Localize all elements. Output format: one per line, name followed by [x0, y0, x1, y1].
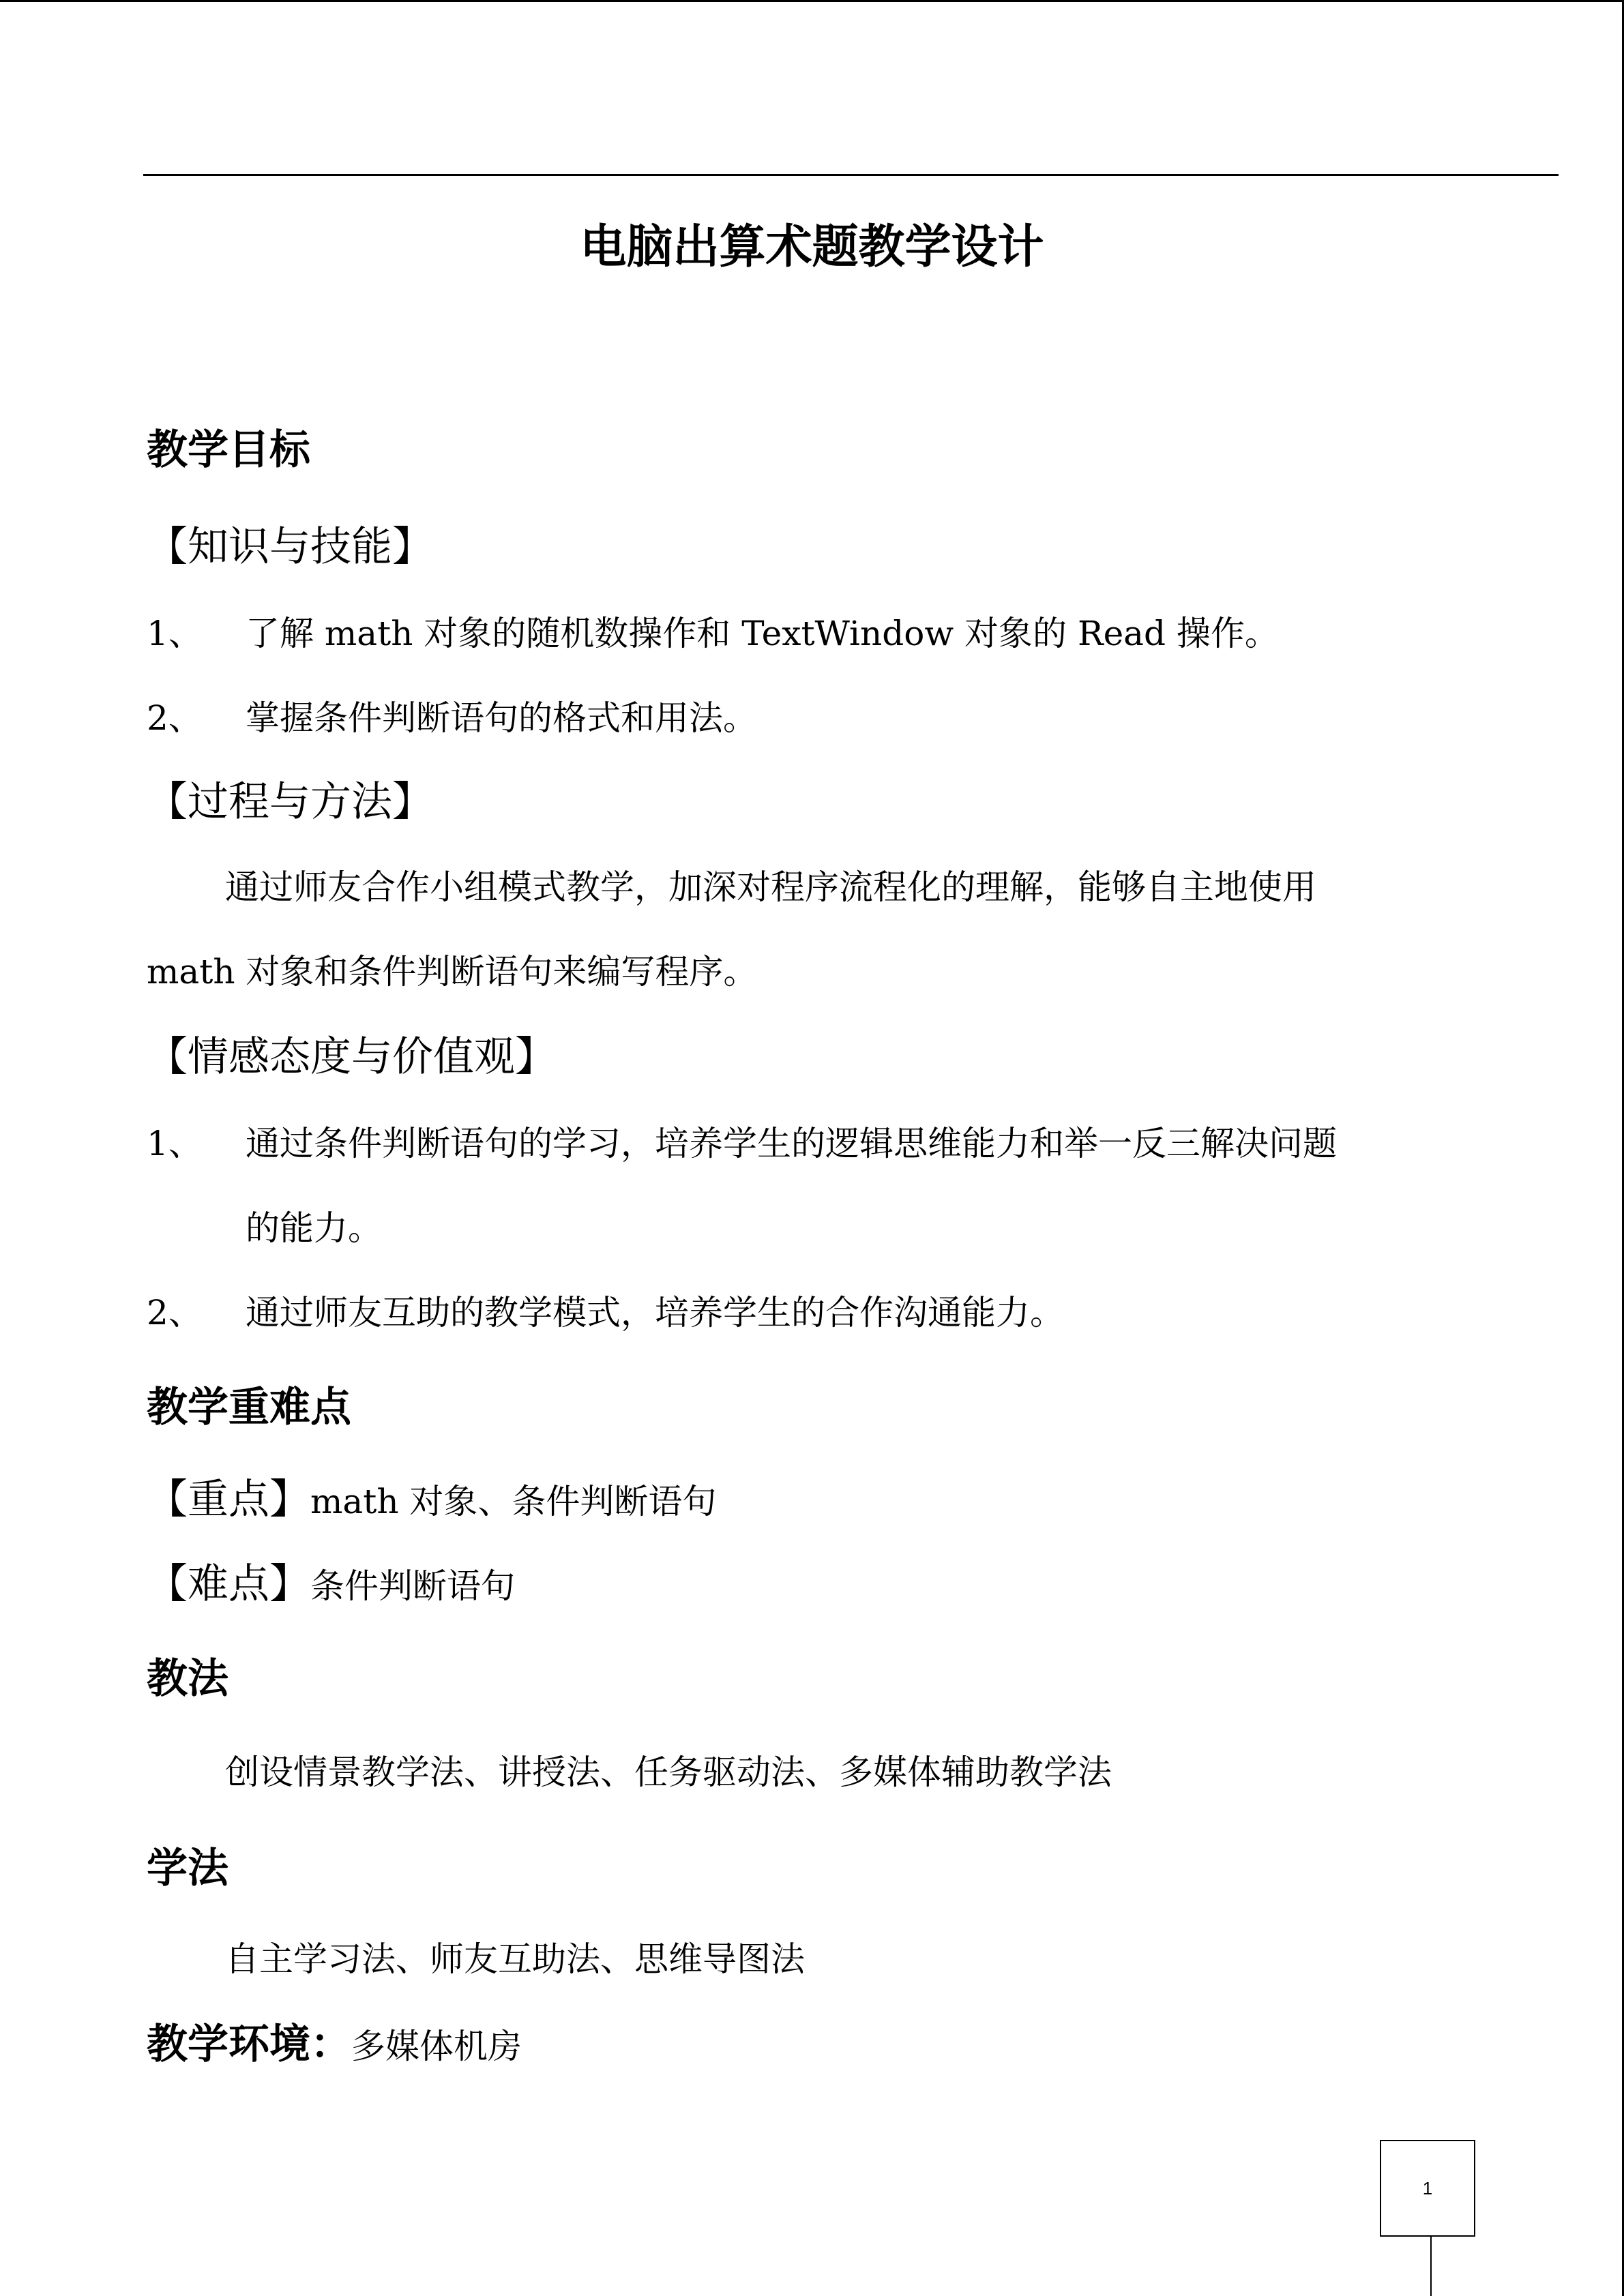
difficulty-line — [147, 1560, 515, 1610]
teaching-methods-text: 创设情景教学法、讲授法、任务驱动法、多媒体辅助教学法 — [225, 1753, 1112, 1792]
teaching-methods-heading: 教法 — [147, 1655, 228, 1703]
document-title: 电脑出算术题教学设计 — [580, 220, 1044, 274]
learning-methods-heading: 学法 — [147, 1845, 228, 1892]
focus-label: 【重点】 — [147, 1476, 310, 1523]
focus-text: math 对象、条件判断语句 — [310, 1482, 717, 1521]
objectives-heading: 教学目标 — [147, 426, 310, 474]
emotion-heading: 【情感态度与价值观】 — [147, 1033, 556, 1081]
key-points-heading: 教学重难点 — [147, 1384, 351, 1431]
page-border-top — [0, 0, 1624, 2]
emotion-item-2-line-1: 通过师友互助的教学模式，培养学生的合作沟通能力。 — [246, 1293, 1064, 1332]
emotion-item-1-line-2: 的能力。 — [246, 1208, 382, 1248]
header-rule — [143, 174, 1559, 176]
emotion-item-2-number: 2、 — [147, 1293, 203, 1332]
environment-value: 多媒体机房 — [351, 2027, 522, 2066]
knowledge-item-1-number: 1、 — [147, 614, 203, 653]
difficulty-text: 条件判断语句 — [310, 1566, 515, 1606]
knowledge-item-2-number: 2、 — [147, 698, 203, 738]
difficulty-label: 【难点】 — [147, 1560, 310, 1608]
process-text-line-2: math 对象和条件判断语句来编写程序。 — [147, 952, 758, 992]
emotion-item-1-number: 1、 — [147, 1124, 203, 1163]
environment-label: 教学环境： — [147, 2021, 351, 2068]
knowledge-item-1-text: 了解 math 对象的随机数操作和 TextWindow 对象的 Read 操作。 — [246, 614, 1279, 653]
process-text-line-1: 通过师友合作小组模式教学，加深对程序流程化的理解，能够自主地使用 — [225, 867, 1316, 907]
knowledge-item-2-text: 掌握条件判断语句的格式和用法。 — [246, 698, 757, 738]
knowledge-heading: 【知识与技能】 — [147, 523, 433, 571]
page-number-box — [1380, 2140, 1475, 2237]
page-number-stem — [1430, 2235, 1432, 2296]
environment-line — [147, 2017, 522, 2082]
emotion-item-1-line-1: 通过条件判断语句的学习，培养学生的逻辑思维能力和举一反三解决问题 — [246, 1124, 1337, 1163]
page-number: 1 — [1422, 2177, 1433, 2198]
process-heading: 【过程与方法】 — [147, 778, 433, 826]
learning-methods-text: 自主学习法、师友互助法、思维导图法 — [225, 1939, 805, 1979]
focus-line — [147, 1476, 716, 1525]
